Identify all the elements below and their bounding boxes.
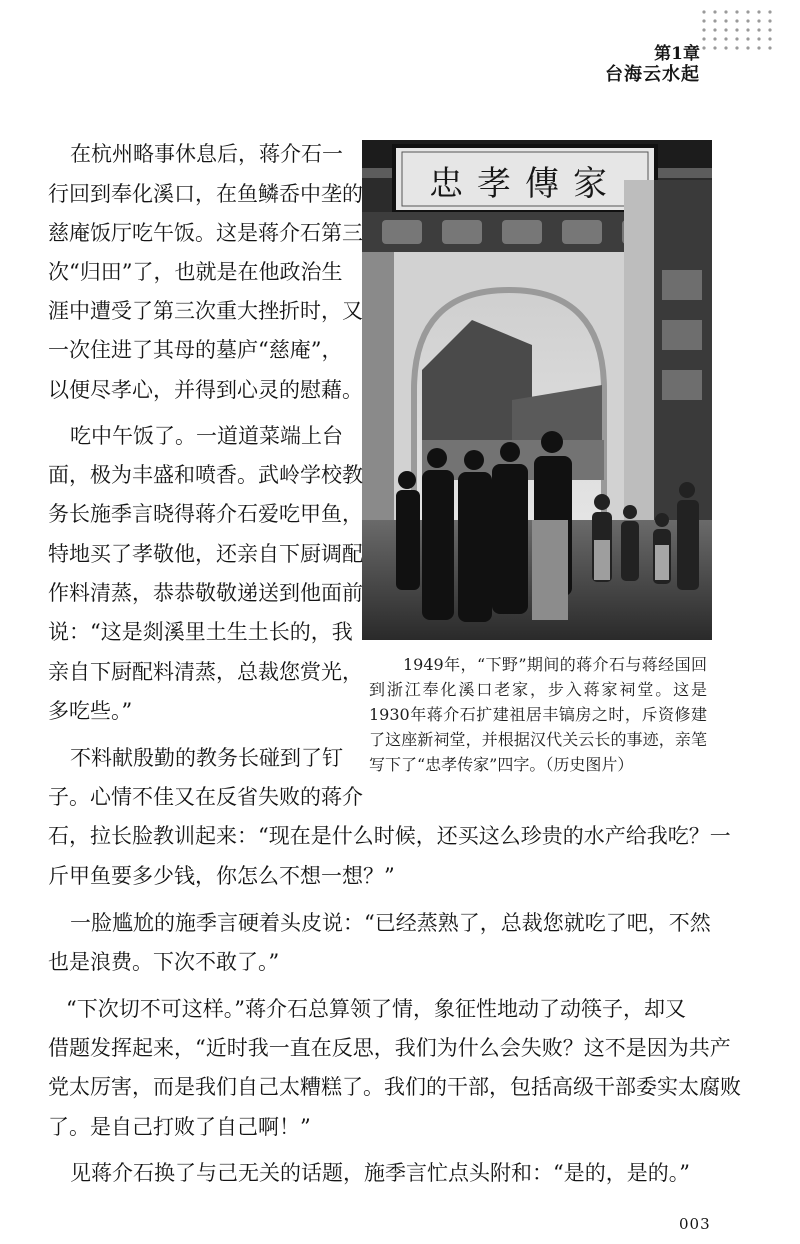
decorative-dot: [768, 10, 771, 13]
decorative-dot: [702, 10, 705, 13]
decorative-dot: [724, 28, 727, 31]
text-line: 也是浪费。下次不敢了。”: [48, 950, 280, 974]
decorative-dot: [768, 28, 771, 31]
decorative-dot: [757, 28, 760, 31]
decorative-dot: [713, 46, 716, 49]
decorative-dot: [768, 19, 771, 22]
decorative-dot: [746, 46, 749, 49]
text-line: 一脸尴尬的施季言硬着头皮说：“已经蒸熟了，总裁您就吃了吧，不然: [70, 911, 711, 935]
text-line: 吃中午饭了。一道道菜端上台: [70, 424, 343, 448]
text-line: 斤甲鱼要多少钱，你怎么不想一想？”: [48, 864, 395, 888]
text-line: 行回到奉化溪口，在鱼鳞岙中垄的: [48, 182, 363, 206]
photo-caption: 1949年，“下野”期间的蒋介石与蒋经国回到浙江奉化溪口老家，步入蒋家祠堂。这是1930年蒋介石扩建祖居丰镐房之时，斥资修建了这座新祠堂，并根据汉代关云长的事迹，亲笔写下了“忠孝传家”四字。（历史图片）: [369, 655, 707, 774]
decorative-dot: [713, 28, 716, 31]
text-line: 特地买了孝敬他，还亲自下厨调配: [48, 542, 363, 566]
decorative-dot: [713, 10, 716, 13]
decorative-dot: [735, 19, 738, 22]
text-line: 不料献殷勤的教务长碰到了钉: [70, 746, 343, 770]
text-line: 了。是自己打败了自己啊！”: [48, 1115, 311, 1139]
text-line: 慈庵饭厅吃午饭。这是蒋介石第三: [48, 221, 363, 245]
decorative-dot: [724, 10, 727, 13]
decorative-dot: [724, 37, 727, 40]
text-line: 党太厉害，而是我们自己太糟糕了。我们的干部，包括高级干部委实太腐败: [48, 1075, 741, 1099]
text-line: 多吃些。”: [48, 699, 133, 723]
decorative-dot: [768, 46, 771, 49]
historical-photo: [362, 140, 712, 640]
chapter-header: [605, 44, 700, 86]
decorative-dot: [702, 19, 705, 22]
decorative-dot: [724, 46, 727, 49]
decorative-dot: [746, 19, 749, 22]
decorative-dot-pattern: [700, 8, 776, 52]
text-line: 以便尽孝心，并得到心灵的慰藉。: [48, 378, 363, 402]
text-line: 子。心情不佳又在反省失败的蒋介: [48, 785, 363, 809]
text-line: 一次住进了其母的墓庐“慈庵”，: [48, 338, 343, 362]
text-line: 石，拉长脸教训起来：“现在是什么时候，还买这么珍贵的水产给我吃？一: [48, 824, 731, 848]
text-line: 作料清蒸，恭恭敬敬递送到他面前: [48, 581, 363, 605]
decorative-dot: [735, 10, 738, 13]
decorative-dot: [735, 46, 738, 49]
plaque-text: 忠孝傳家: [429, 164, 621, 204]
text-line: 说：“这是剡溪里土生土长的，我: [48, 620, 353, 644]
decorative-dot: [702, 37, 705, 40]
chapter-title: 台海云水起: [605, 64, 700, 86]
decorative-dot: [757, 10, 760, 13]
text-line: 亲自下厨配料清蒸，总裁您赏光，: [48, 660, 363, 684]
chapter-number: 第1章: [654, 44, 700, 64]
text-line: 借题发挥起来，“近时我一直在反思，我们为什么会失败？这不是因为共产: [48, 1036, 731, 1060]
decorative-dot: [713, 19, 716, 22]
decorative-dot: [735, 37, 738, 40]
decorative-dot: [768, 37, 771, 40]
decorative-dot: [757, 46, 760, 49]
text-line: 涯中遭受了第三次重大挫折时，又: [48, 299, 363, 323]
text-line: 次“归田”了，也就是在他政治生: [48, 260, 343, 284]
decorative-dot: [757, 37, 760, 40]
page-number: 003: [679, 1215, 711, 1233]
decorative-dot: [724, 19, 727, 22]
text-line: 面，极为丰盛和喷香。武岭学校教: [48, 463, 363, 487]
decorative-dot: [702, 46, 705, 49]
text-line: “下次切不可这样。”蒋介石总算领了情，象征性地动了动筷子，却又: [66, 997, 686, 1021]
decorative-dot: [746, 28, 749, 31]
decorative-dot: [735, 28, 738, 31]
text-line: 在杭州略事休息后，蒋介石一: [70, 142, 343, 166]
decorative-dot: [757, 19, 760, 22]
decorative-dot: [713, 37, 716, 40]
decorative-dot: [746, 37, 749, 40]
decorative-dot: [702, 28, 705, 31]
decorative-dot: [746, 10, 749, 13]
historical-photo-illustration: [362, 140, 712, 640]
text-line: 务长施季言晓得蒋介石爱吃甲鱼，: [48, 502, 363, 526]
text-line: 见蒋介石换了与己无关的话题，施季言忙点头附和：“是的，是的。”: [70, 1161, 690, 1185]
